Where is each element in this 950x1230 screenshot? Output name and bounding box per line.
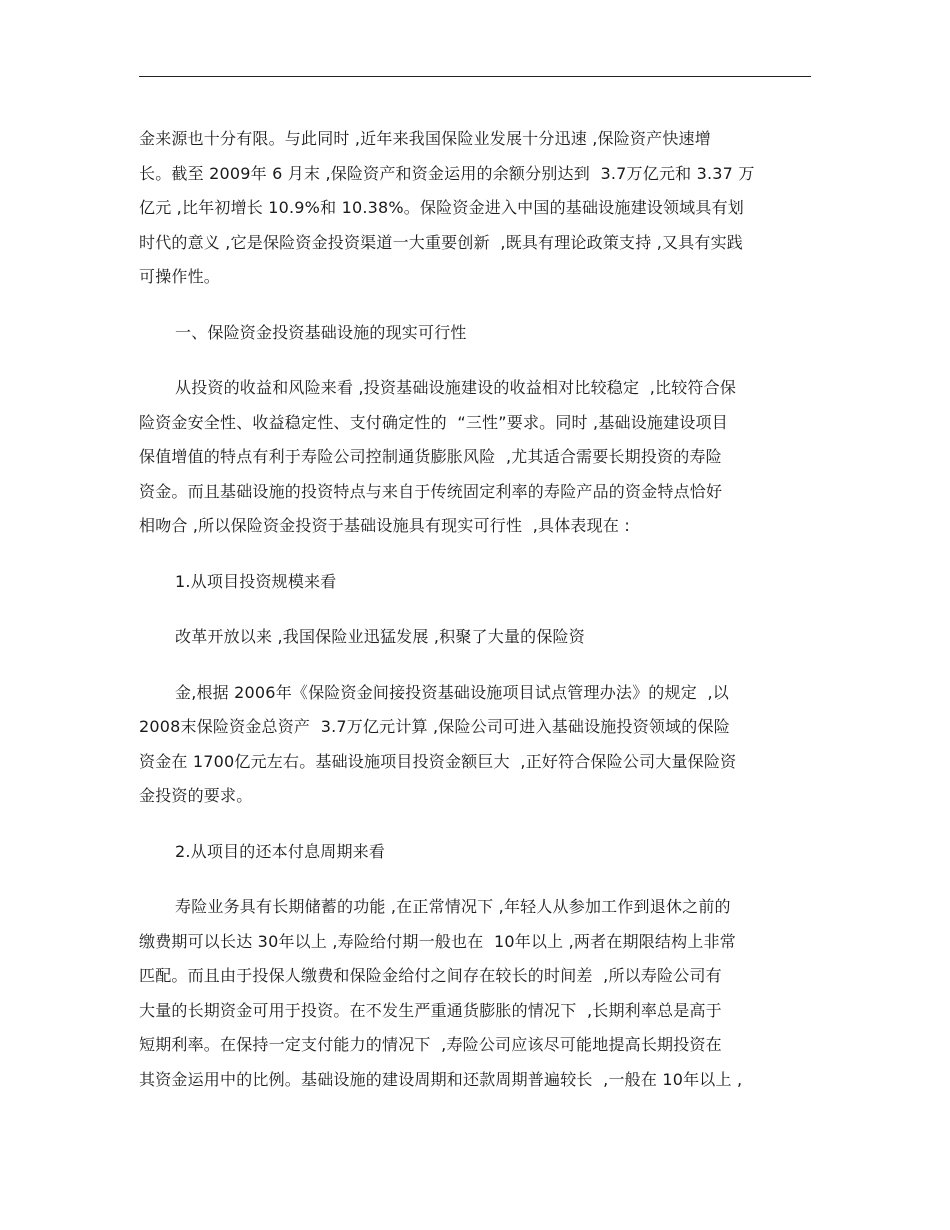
text-line: 短期利率。在保持一定支付能力的情况下 ,寿险公司应该尽可能地提高长期投资在 bbox=[139, 1035, 722, 1054]
text-line: 匹配。而且由于投保人缴费和保险金给付之间存在较长的时间差 ,所以寿险公司有 bbox=[139, 966, 722, 985]
text-line: 金来源也十分有限。与此同时 ,近年来我国保险业发展十分迅速 ,保险资产快速增 bbox=[139, 129, 711, 148]
text-line: 大量的长期资金可用于投资。在不发生严重通货膨胀的情况下 ,长期利率总是高于 bbox=[139, 1000, 722, 1020]
text-line: 其资金运用中的比例。基础设施的建设周期和还款周期普遍较长 ,一般在 10年以上 , bbox=[139, 1069, 743, 1089]
text-line: 从投资的收益和风险来看 ,投资基础设施建设的收益相对比较稳定 ,比较符合保 bbox=[175, 378, 737, 397]
header-rule bbox=[139, 76, 811, 77]
text-line: 2008末保险资金总资产 3.7万亿元计算 ,保险公司可进入基础设施投资领域的保险 bbox=[139, 717, 730, 736]
text-line: 时代的意义 ,它是保险资金投资渠道一大重要创新 ,既具有理论政策支持 ,又具有实践 bbox=[139, 232, 744, 252]
text-line: 险资金安全性、收益稳定性、支付确定性的 “三性”要求。同时 ,基础设施建设项目 bbox=[139, 412, 728, 432]
text-line: 可操作性。 bbox=[139, 267, 221, 286]
text-line: 资金在 1700亿元左右。基础设施项目投资金额巨大 ,正好符合保险公司大量保险资 bbox=[139, 751, 737, 771]
text-line: 寿险业务具有长期储蓄的功能 ,在正常情况下 ,年轻人从参加工作到退休之前的 bbox=[175, 897, 731, 916]
text-line: 金,根据 2006年《保险资金间接投资基础设施项目试点管理办法》的规定 ,以 bbox=[175, 682, 729, 702]
subheading: 2.从项目的还本付息周期来看 bbox=[175, 841, 386, 861]
section-heading: 一、保险资金投资基础设施的现实可行性 bbox=[175, 322, 467, 342]
text-line: 亿元 ,比年初增长 10.9%和 10.38%。保险资金进入中国的基础设施建设领域具有划 bbox=[139, 198, 744, 217]
text-line: 保值增值的特点有利于寿险公司控制通货膨胀风险 ,尤其适合需要长期投资的寿险 bbox=[139, 447, 722, 466]
text-line: 长。截至 2009年 6 月末 ,保险资产和资金运用的余额分别达到 3.7万亿元和 3.37 万 bbox=[139, 163, 755, 183]
text-line: 改革开放以来 ,我国保险业迅猛发展 ,积聚了大量的保险资 bbox=[175, 627, 585, 646]
subheading: 1.从项目投资规模来看 bbox=[175, 571, 337, 591]
text-line: 资金。而且基础设施的投资特点与来自于传统固定利率的寿险产品的资金特点恰好 bbox=[139, 481, 723, 501]
document-body bbox=[139, 122, 819, 1097]
text-line: 缴费期可以长达 30年以上 ,寿险给付期一般也在 10年以上 ,两者在期限结构上非常 bbox=[139, 931, 736, 951]
text-line: 金投资的要求。 bbox=[139, 786, 253, 805]
text-line: 相吻合 ,所以保险资金投资于基础设施具有现实可行性 ,具体表现在 : bbox=[139, 516, 630, 535]
